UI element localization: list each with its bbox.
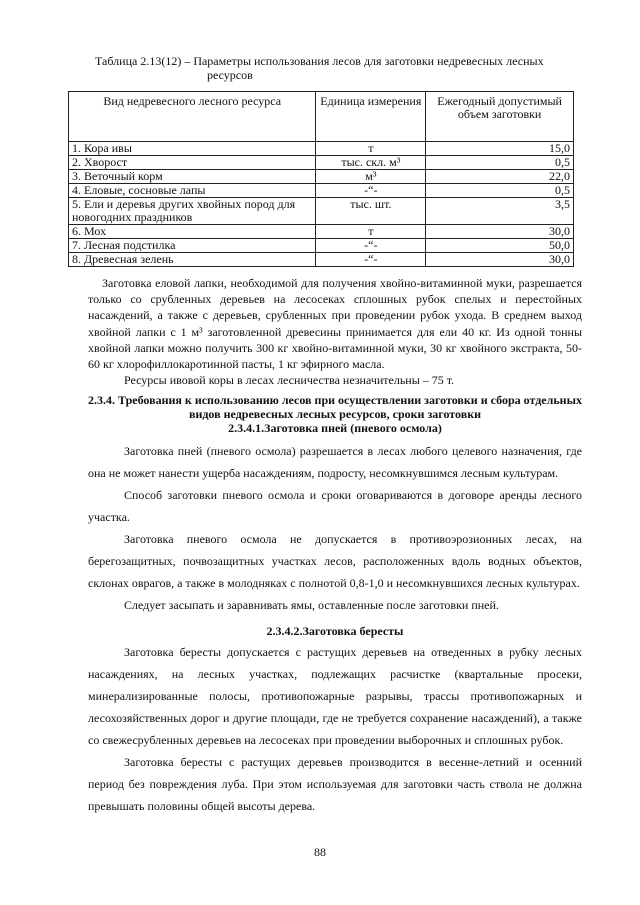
table-row bbox=[69, 142, 574, 156]
cell-volume: 0,5 bbox=[426, 184, 574, 198]
paragraph-stumps-1: Заготовка пней (пневого осмола) разрешается в лесах любого целевого назначения, где она не может нанести ущерба насаждениям, подросту, несомкнувшимся лесным культурам. bbox=[88, 444, 582, 480]
table-row bbox=[69, 253, 574, 267]
birch-bark-section bbox=[88, 641, 582, 817]
table-row bbox=[69, 198, 574, 225]
cell-volume: 22,0 bbox=[426, 170, 574, 184]
cell-volume: 3,5 bbox=[426, 198, 574, 225]
table-row bbox=[69, 170, 574, 184]
subsection-heading-2-3-4-1: 2.3.4.1.Заготовка пней (пневого осмола) bbox=[228, 421, 442, 435]
cell-unit: т bbox=[316, 225, 426, 239]
table-header-row bbox=[69, 92, 574, 142]
caption-line-1: Таблица 2.13(12) – Параметры использования лесов для заготовки недревесных лесных bbox=[95, 54, 544, 68]
paragraph-willow-bark: Ресурсы ивовой коры в лесах лесничества незначительны – 75 т. bbox=[124, 373, 455, 388]
cell-resource: 4. Еловые, сосновые лапы bbox=[69, 184, 316, 198]
header-resource: Вид недревесного лесного ресурса bbox=[69, 92, 316, 142]
cell-volume: 30,0 bbox=[426, 225, 574, 239]
subsection-heading-2-3-4-2: 2.3.4.2.Заготовка бересты bbox=[266, 624, 404, 638]
section-heading-2-3-4: 2.3.4. Требования к использованию лесов при осуществлении заготовки и сбора отдельных видов недревесных лесных ресурсов, сроки заготовки bbox=[88, 393, 582, 421]
cell-unit: -“- bbox=[316, 253, 426, 267]
paragraph-stumps-3: Заготовка пневого осмола не допускается в противоэрозионных лесах, на берегозащитных, почвозащитных участках лесов, расположенных вдоль водных объектов, склонах оврагов, а также в молодняках с полнотой 0,8-1,0 и несомкнувшихся лесных культурах. bbox=[88, 532, 582, 590]
paragraph-spruce-paws: Заготовка еловой лапки, необходимой для получения хвойно-витаминной муки, разрешается только со срубленных деревьев на лесосеках сплошных рубок спелых и перестойных насаждений, а также с деревьев, срубленных при проведении рубок ухода. В среднем выход хвойной лапки с 1 м³ заготовленной древесины принимается для ели 40 кг. Из одной тонны хвойной лапки можно получить 300 кг хвойно-витаминной муки, 30 кг хвойного экстракта, 50-60 кг хлорофиллокаротинной пасты, 1 кг эфирного масла. bbox=[88, 276, 582, 372]
paragraph-birch-1: Заготовка бересты допускается с растущих деревьев на отведенных в рубку лесных насаждениях, на лесных участках, подлежащих расчистке (квартальные просеки, минерализированные полосы, противопожарные разрывы, трассы противопожарных и лесохозяйственных дорог и другие площади, где не требуется сохранение насаждений), а также со свежесрубленных деревьев на лесосеках при проведении выборочных и сплошных рубок. bbox=[88, 645, 582, 747]
cell-resource: 3. Веточный корм bbox=[69, 170, 316, 184]
paragraph-stumps-2: Способ заготовки пневого осмола и сроки оговариваются в договоре аренды лесного участка. bbox=[88, 488, 582, 524]
cell-resource: 8. Древесная зелень bbox=[69, 253, 316, 267]
cell-unit: м³ bbox=[316, 170, 426, 184]
header-volume: Ежегодный допустимый объем заготовки bbox=[426, 92, 574, 142]
cell-unit: тыс. скл. м³ bbox=[316, 156, 426, 170]
cell-resource: 6. Мох bbox=[69, 225, 316, 239]
table-caption bbox=[95, 54, 585, 82]
header-unit: Единица измерения bbox=[316, 92, 426, 142]
paragraph-stumps-4: Следует засыпать и заравнивать ямы, оставленные после заготовки пней. bbox=[124, 598, 499, 612]
cell-resource: 2. Хворост bbox=[69, 156, 316, 170]
cell-resource: 5. Ели и деревья других хвойных пород для новогодних праздников bbox=[69, 198, 316, 225]
text-after-table bbox=[88, 275, 582, 388]
table-row bbox=[69, 184, 574, 198]
cell-unit: -“- bbox=[316, 239, 426, 253]
stumps-section bbox=[88, 440, 582, 616]
paragraph-birch-2: Заготовка бересты с растущих деревьев производится в весенне-летний и осенний период без повреждения луба. При этом используемая для заготовки часть ствола не должна превышать половины общей высоты дерева. bbox=[88, 755, 582, 813]
page-number: 88 bbox=[314, 845, 326, 859]
cell-resource: 7. Лесная подстилка bbox=[69, 239, 316, 253]
cell-unit: -“- bbox=[316, 184, 426, 198]
cell-volume: 30,0 bbox=[426, 253, 574, 267]
cell-volume: 0,5 bbox=[426, 156, 574, 170]
cell-unit: т bbox=[316, 142, 426, 156]
caption-line-2: ресурсов bbox=[207, 68, 253, 82]
table-row bbox=[69, 239, 574, 253]
resources-table bbox=[68, 91, 574, 267]
cell-resource: 1. Кора ивы bbox=[69, 142, 316, 156]
table-row bbox=[69, 156, 574, 170]
cell-unit: тыс. шт. bbox=[316, 198, 426, 225]
table-row bbox=[69, 225, 574, 239]
cell-volume: 50,0 bbox=[426, 239, 574, 253]
cell-volume: 15,0 bbox=[426, 142, 574, 156]
